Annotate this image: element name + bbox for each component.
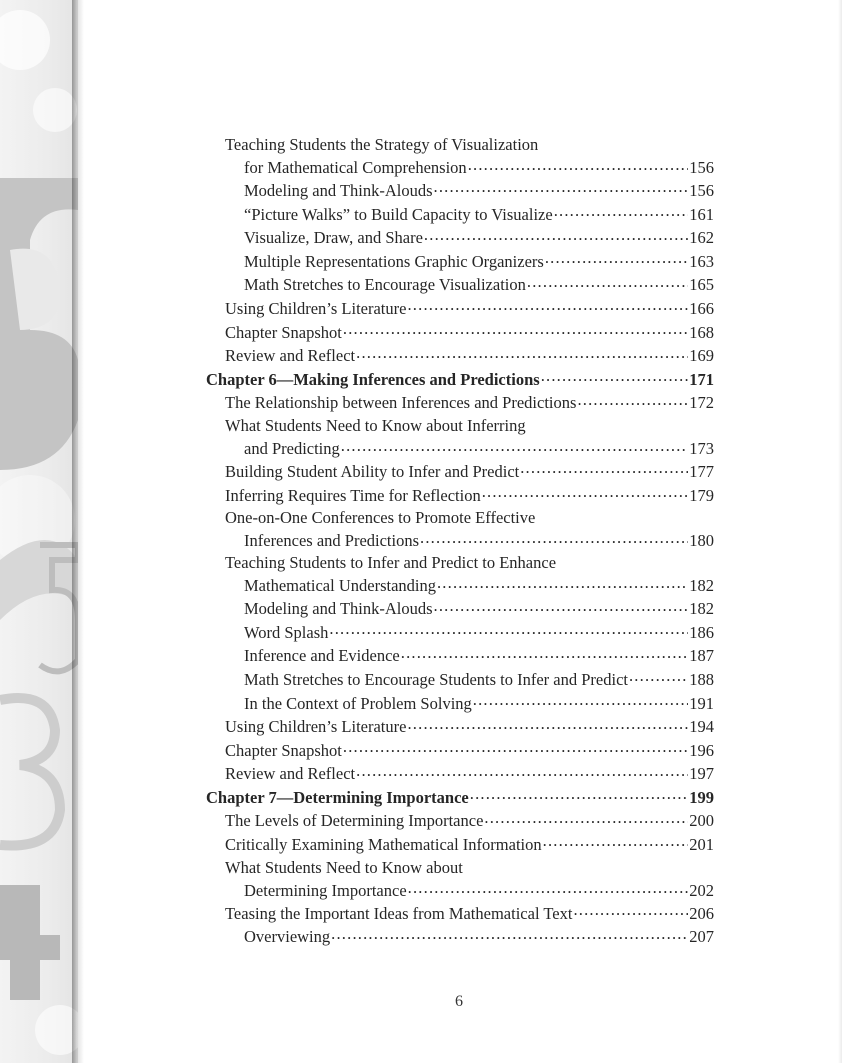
toc-entry-title: Math Stretches to Encourage Visualization <box>244 275 526 295</box>
dot-leader <box>482 484 689 501</box>
toc-entry[interactable] <box>206 597 714 621</box>
toc-entry-title-continuation: Mathematical Understanding <box>244 576 436 596</box>
toc-entry-title: Chapter Snapshot <box>225 740 342 760</box>
page-number: 6 <box>455 993 463 1010</box>
toc-entry-title: Modeling and Think-Alouds <box>244 181 433 200</box>
decorative-number-strip <box>0 0 78 1063</box>
toc-entry[interactable] <box>206 552 714 597</box>
toc-chapter-title: Chapter 6—Making Inferences and Predictions <box>206 369 540 389</box>
toc-entry-title: Critically Examining Mathematical Information <box>225 835 542 855</box>
dot-leader <box>573 902 688 919</box>
toc-page-number: 182 <box>689 576 714 596</box>
toc-entry-title: What Students Need to Know about <box>225 857 463 877</box>
toc-entry[interactable] <box>206 250 714 274</box>
toc-entry[interactable] <box>206 134 714 179</box>
toc-chapter-entry[interactable] <box>206 368 714 392</box>
dot-leader <box>520 460 688 477</box>
toc-entry-title: Teaching Students to Infer and Predict to Enhance <box>225 553 557 573</box>
strip-shadow <box>72 0 84 1063</box>
toc-entry[interactable] <box>206 668 714 692</box>
dot-leader <box>543 834 689 851</box>
toc-chapter-entry[interactable] <box>206 786 714 810</box>
toc-page-number: 156 <box>689 181 714 200</box>
toc-entry[interactable] <box>206 762 714 786</box>
dot-leader <box>341 437 688 454</box>
toc-page-number: 165 <box>689 275 714 295</box>
toc-entry-title-continuation: and Predicting <box>244 438 340 458</box>
toc-entry[interactable] <box>206 644 714 668</box>
dot-leader <box>331 926 688 943</box>
toc-entry[interactable] <box>206 226 714 250</box>
toc-entry[interactable] <box>206 715 714 739</box>
toc-entry-title: Review and Reflect <box>225 346 356 366</box>
toc-entry[interactable] <box>206 484 714 508</box>
toc-page-number: 171 <box>689 369 714 389</box>
dot-leader <box>484 810 688 827</box>
toc-entry-title: The Relationship between Inferences and Predictions <box>225 393 577 413</box>
dot-leader <box>407 297 688 314</box>
dot-leader <box>420 530 688 547</box>
dot-leader <box>577 392 688 409</box>
toc-page-number: 166 <box>689 298 714 318</box>
toc-page-number: 187 <box>689 646 714 666</box>
toc-entry-title: Using Children’s Literature <box>225 298 407 318</box>
dot-leader <box>541 368 689 385</box>
dot-leader <box>554 203 689 220</box>
dot-leader <box>545 250 688 267</box>
toc-page-number: 156 <box>689 158 714 177</box>
toc-entry[interactable] <box>206 621 714 645</box>
toc-entry[interactable] <box>206 925 714 949</box>
dot-leader <box>470 786 689 803</box>
toc-page-number: 182 <box>689 599 714 619</box>
toc-entry-title: Review and Reflect <box>225 764 356 784</box>
dot-leader <box>629 668 688 685</box>
toc-page-number: 202 <box>689 880 714 900</box>
dot-leader <box>356 345 688 362</box>
toc-entry-title-continuation: for Mathematical Comprehension <box>244 158 467 177</box>
toc-entry-title: “Picture Walks” to Build Capacity to Visualize <box>244 204 553 224</box>
toc-page-number: 169 <box>689 346 714 366</box>
toc-entry-title: Building Student Ability to Infer and Predict <box>225 461 520 481</box>
page-edge-shadow <box>838 0 842 1063</box>
toc-entry[interactable] <box>206 739 714 763</box>
toc-page-number: 186 <box>689 622 714 642</box>
toc-entry[interactable] <box>206 344 714 368</box>
dot-leader <box>473 692 688 709</box>
toc-entry-title: Inference and Evidence <box>244 646 400 666</box>
toc-entry-title: Modeling and Think-Alouds <box>244 599 433 619</box>
toc-entry-title: Chapter Snapshot <box>225 322 342 342</box>
dot-leader <box>424 227 688 244</box>
dot-leader <box>407 716 688 733</box>
dot-leader <box>343 739 688 756</box>
toc-page-number: 172 <box>689 393 714 413</box>
toc-page-number: 180 <box>689 531 714 551</box>
dot-leader <box>356 763 688 780</box>
toc-page-number: 173 <box>689 438 714 458</box>
dot-leader <box>434 180 689 197</box>
toc-entry[interactable] <box>206 460 714 484</box>
toc-entry-title: Inferring Requires Time for Reflection <box>225 485 481 505</box>
toc-chapter-title: Chapter 7—Determining Importance <box>206 787 469 807</box>
toc-page-number: 162 <box>689 228 714 248</box>
dot-leader <box>527 274 688 291</box>
toc-entry[interactable] <box>206 179 714 203</box>
toc-entry-title: What Students Need to Know about Inferring <box>225 415 526 435</box>
toc-entry[interactable] <box>206 297 714 321</box>
toc-entry-title: Word Splash <box>244 622 329 642</box>
toc-entry-title: Teaching Students the Strategy of Visualization <box>225 135 539 154</box>
toc-entry-title: Math Stretches to Encourage Students to Infer and Predict <box>244 669 628 689</box>
toc-entry[interactable] <box>206 692 714 716</box>
table-of-contents <box>206 134 714 949</box>
toc-page-number: 191 <box>689 693 714 713</box>
toc-page-number: 177 <box>689 461 714 481</box>
toc-page-number: 168 <box>689 322 714 342</box>
toc-page-number: 196 <box>689 740 714 760</box>
toc-page-number: 161 <box>689 204 714 224</box>
toc-page-number: 163 <box>689 251 714 271</box>
toc-page-number: 194 <box>689 717 714 737</box>
toc-entry-title: One-on-One Conferences to Promote Effective <box>225 508 536 528</box>
toc-entry[interactable] <box>206 902 714 926</box>
toc-entry-title: In the Context of Problem Solving <box>244 693 472 713</box>
toc-entry[interactable] <box>206 857 714 902</box>
toc-entry[interactable] <box>206 321 714 345</box>
dot-leader <box>343 321 688 338</box>
toc-entry-title: Using Children’s Literature <box>225 717 407 737</box>
toc-entry-title: Teasing the Important Ideas from Mathematical Text <box>225 903 573 923</box>
toc-page-number: 207 <box>689 927 714 947</box>
dot-leader <box>408 879 689 896</box>
toc-entry[interactable] <box>206 203 714 227</box>
toc-entry[interactable] <box>206 415 714 460</box>
toc-entry-title: Overviewing <box>244 927 331 947</box>
toc-page-number: 206 <box>689 903 714 923</box>
dot-leader <box>329 621 688 638</box>
dot-leader <box>468 157 689 174</box>
toc-entry[interactable] <box>206 809 714 833</box>
toc-entry-title-continuation: Inferences and Predictions <box>244 531 420 551</box>
toc-entry[interactable] <box>206 507 714 552</box>
toc-entry[interactable] <box>206 833 714 857</box>
toc-entry-title: The Levels of Determining Importance <box>225 811 484 831</box>
toc-entry[interactable] <box>206 391 714 415</box>
toc-page-number: 199 <box>689 787 714 807</box>
dot-leader <box>401 645 689 662</box>
dot-leader <box>437 575 688 592</box>
toc-page-number: 188 <box>689 669 714 689</box>
toc-page-number: 200 <box>689 811 714 831</box>
toc-entry[interactable] <box>206 273 714 297</box>
toc-page-number: 201 <box>689 835 714 855</box>
toc-page-number: 179 <box>689 485 714 505</box>
dot-leader <box>434 598 689 615</box>
decorative-numbers-graphic <box>0 0 78 1063</box>
toc-entry-title: Visualize, Draw, and Share <box>244 228 423 248</box>
toc-entry-title-continuation: Determining Importance <box>244 880 407 900</box>
toc-page-number: 197 <box>689 764 714 784</box>
toc-entry-title: Multiple Representations Graphic Organizers <box>244 251 544 271</box>
